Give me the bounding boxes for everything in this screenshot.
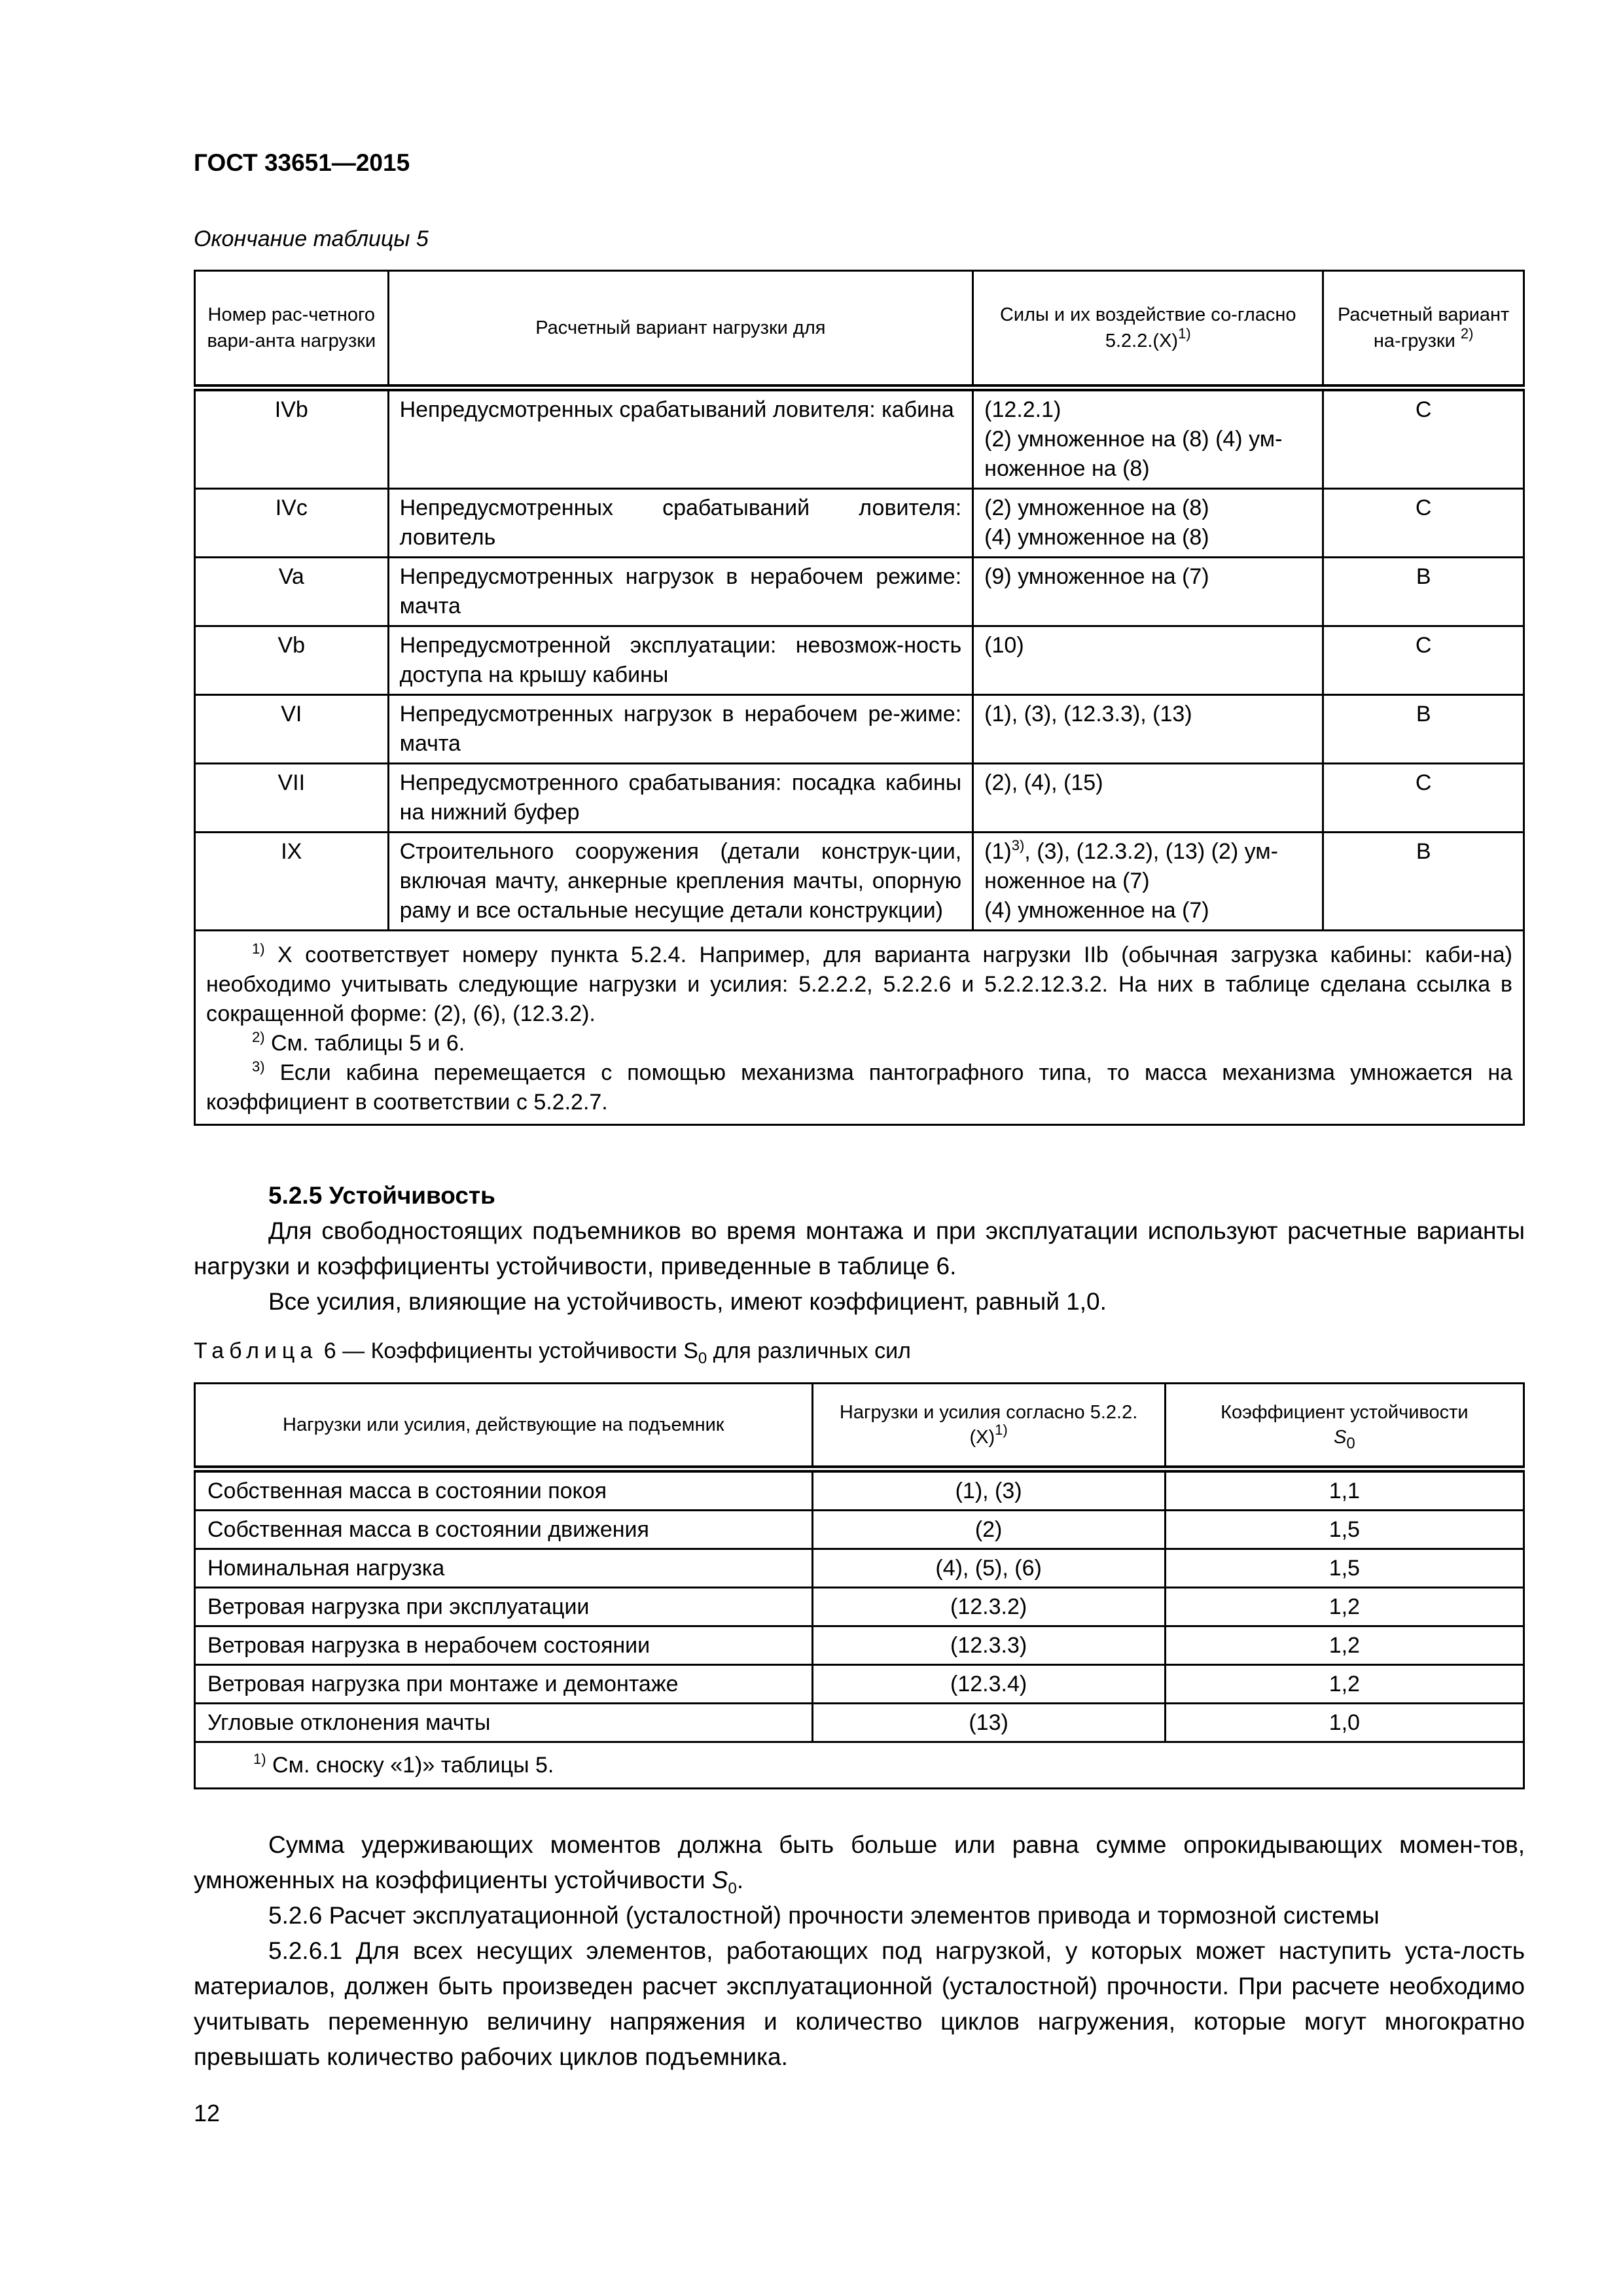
table5-cell-num: VII: [195, 764, 389, 833]
table6-header-row: [195, 1384, 1524, 1469]
table5-row: [195, 833, 1524, 931]
section-heading: 5.2.5 Устойчивость: [268, 1182, 495, 1209]
table5-note-1: $^{1)}$ X соответствует номеру пункта 5.2.4. Например, для варианта нагрузки IIb (обычная загрузка кабины: каби-на) необходимо учитывать следующие нагрузки и усилия: 5.2.2.2, 5.2.2.6 и 5.2.2.12.3.2. На них в таблице сделана ссылка в сокращенной форме: (2), (6), (12.3.2).: [206, 941, 1512, 1026]
table5-cell-level: B: [1323, 695, 1524, 764]
table6-cell-ref: (1), (3): [812, 1469, 1165, 1511]
body-paragraph-3: 5.2.6.1 Для всех несущих элементов, работающих под нагрузкой, у которых может наступить уста-лость материалов, должен быть произведен расчет эксплуатационной (усталостной) прочности. При расчете необходимо учитывать переменную величину напряжения и количество циклов нагружения, которые могут многократно превышать количество рабочих циклов подъемника.: [194, 1937, 1525, 2070]
table5-cell-level: B: [1323, 833, 1524, 931]
table5-continuation-caption: Окончание таблицы 5: [194, 226, 429, 251]
table5-cell-level: B: [1323, 558, 1524, 626]
table6-row: [195, 1588, 1524, 1626]
table5-cell-level: C: [1323, 388, 1524, 489]
table5-cell-num: VI: [195, 695, 389, 764]
table5-cell-forces: (2) умноженное на (8) (4) умноженное на (8): [973, 489, 1323, 558]
table5-cell-num: IVb: [195, 388, 389, 489]
body-paragraph-2: 5.2.6 Расчет эксплуатационной (усталостной) прочности элементов привода и тормозной системы: [268, 1902, 1380, 1929]
table6-cell-load: Ветровая нагрузка в нерабочем состоянии: [195, 1626, 813, 1665]
table5-cell-num: Va: [195, 558, 389, 626]
table6-note: $^{1)}$ См. сноску «1)» таблицы 5.: [195, 1742, 1524, 1789]
page-number: 12: [194, 2100, 221, 2126]
table6-header-coef: Коэффициент устойчивости $S_0$: [1165, 1384, 1524, 1469]
table6-cell-ref: (12.3.4): [812, 1665, 1165, 1704]
table5-cell-level: C: [1323, 626, 1524, 695]
table6-row: [195, 1665, 1524, 1704]
table5-cell-forces: (2), (4), (15): [973, 764, 1323, 833]
table6-caption: Таблица 6 — Коэффициенты устойчивости $S_0$ для различных сил: [194, 1338, 911, 1367]
table6-cell-ref: (12.3.3): [812, 1626, 1165, 1665]
table5-cell-variant: Непредусмотренного срабатывания: посадка кабины на нижний буфер: [388, 764, 973, 833]
table5-cell-variant: Непредусмотренных срабатываний ловителя: кабина: [388, 388, 973, 489]
table6-row: [195, 1511, 1524, 1549]
table6-cell-coef: 1,5: [1165, 1549, 1524, 1588]
table5-cell-forces: (9) умноженное на (7): [973, 558, 1323, 626]
table5-row: [195, 764, 1524, 833]
table5-cell-variant: Непредусмотренных срабатываний ловителя: ловитель: [388, 489, 973, 558]
table5-cell-forces: (1), (3), (12.3.3), (13): [973, 695, 1323, 764]
table6-cell-load: Ветровая нагрузка при монтаже и демонтаже: [195, 1665, 813, 1704]
table5-row: [195, 626, 1524, 695]
section-paragraph-2: Все усилия, влияющие на устойчивость, имеют коэффициент, равный 1,0.: [268, 1288, 1107, 1315]
table5-cell-variant: Непредусмотренных нагрузок в нерабочем режиме: мачта: [388, 558, 973, 626]
table6-cell-coef: 1,2: [1165, 1665, 1524, 1704]
table6-cell-load: Номинальная нагрузка: [195, 1549, 813, 1588]
table5-cell-num: IVc: [195, 489, 389, 558]
table6-cell-ref: (4), (5), (6): [812, 1549, 1165, 1588]
section-paragraph-1: Для свободностоящих подъемников во время монтажа и при эксплуатации используют расчетные варианты нагрузки и коэффициенты устойчивости, приведенные в таблице 6.: [194, 1217, 1525, 1280]
table5-note-2: $^{2)}$ См. таблицы 5 и 6.: [252, 1029, 465, 1056]
table6-row: [195, 1704, 1524, 1742]
table6-cell-coef: 1,5: [1165, 1511, 1524, 1549]
table-6: [194, 1382, 1525, 1789]
table6-row: [195, 1469, 1524, 1511]
document-header: ГОСТ 33651—2015: [194, 149, 410, 176]
table6-cell-load: Ветровая нагрузка при эксплуатации: [195, 1588, 813, 1626]
table5-row: [195, 489, 1524, 558]
table5-cell-level: C: [1323, 489, 1524, 558]
table6-note-row: [195, 1742, 1524, 1789]
table5-cell-variant: Непредусмотренной эксплуатации: невозмож-ность доступа на крышу кабины: [388, 626, 973, 695]
table5-header-variant: Расчетный вариант нагрузки для: [388, 271, 973, 388]
table5-header-forces: Силы и их воздействие со-гласно $5.2.2.(X)^{1)}$: [973, 271, 1323, 388]
table5-notes-row: [195, 931, 1524, 1125]
table6-row: [195, 1549, 1524, 1588]
table5-row: [195, 558, 1524, 626]
table6-cell-ref: (13): [812, 1704, 1165, 1742]
table5-header-num: Номер рас-четного вари-анта нагрузки: [195, 271, 389, 388]
table5-cell-forces: $(1)^{3)}$, (3), (12.3.2), (13) (2) ум-ноженное на (7) (4) умноженное на (7): [973, 833, 1323, 931]
table5-header-level: Расчетный вариант на-грузки $^{2)}$: [1323, 271, 1524, 388]
table6-cell-ref: (12.3.2): [812, 1588, 1165, 1626]
table5-cell-level: C: [1323, 764, 1524, 833]
table6-cell-load: Собственная масса в состоянии движения: [195, 1511, 813, 1549]
table5-header-row: [195, 271, 1524, 388]
table5-notes: [195, 931, 1524, 1125]
table6-cell-coef: 1,0: [1165, 1704, 1524, 1742]
table5-cell-variant: Непредусмотренных нагрузок в нерабочем ре-жиме: мачта: [388, 695, 973, 764]
table6-cell-load: Угловые отклонения мачты: [195, 1704, 813, 1742]
body-paragraph-1: Сумма удерживающих моментов должна быть больше или равна сумме опрокидывающих момен-тов, умноженных на коэффициенты устойчивости $S_0$.: [194, 1831, 1525, 1897]
section-5-2-5: [194, 1178, 1525, 1319]
table6-header-refs: Нагрузки и усилия согласно $5.2.2.(X)^{1)}$: [812, 1384, 1165, 1469]
table6-row: [195, 1626, 1524, 1665]
table5-row: [195, 388, 1524, 489]
table6-cell-load: Собственная масса в состоянии покоя: [195, 1469, 813, 1511]
table5-row: [195, 695, 1524, 764]
table6-cell-ref: (2): [812, 1511, 1165, 1549]
table6-cell-coef: 1,2: [1165, 1588, 1524, 1626]
table5-note-3: $^{3)}$ Если кабина перемещается с помощью механизма пантографного типа, то масса механизма умножается на коэффициент в соответствии с 5.2.2.7.: [206, 1058, 1512, 1115]
table6-cell-coef: 1,2: [1165, 1626, 1524, 1665]
table-5: [194, 270, 1525, 1126]
table5-cell-variant: Строительного сооружения (детали конструк-ции, включая мачту, анкерные крепления мачты, опорную раму и все остальные несущие детали конструкции): [388, 833, 973, 931]
table5-cell-num: IX: [195, 833, 389, 931]
table6-cell-coef: 1,1: [1165, 1469, 1524, 1511]
body-text: [194, 1827, 1525, 2075]
table5-cell-num: Vb: [195, 626, 389, 695]
table5-cell-forces: (12.2.1) (2) умноженное на (8) (4) ум-ноженное на (8): [973, 388, 1323, 489]
table6-header-loads: Нагрузки или усилия, действующие на подъемник: [195, 1384, 813, 1469]
table5-cell-forces: (10): [973, 626, 1323, 695]
